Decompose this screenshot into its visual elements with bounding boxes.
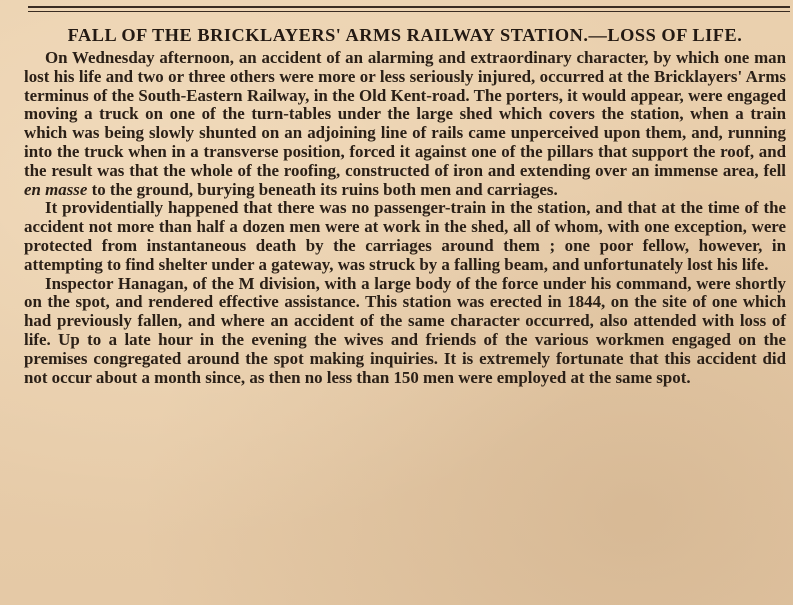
article-headline: FALL OF THE BRICKLAYERS' ARMS RAILWAY STATION.—LOSS OF LIFE. <box>67 25 743 45</box>
top-rule-thick <box>28 6 790 8</box>
paragraph-1-text: On Wednesday afternoon, an accident of an alarming and extraordinary character, by which one man lost his life and two or three others were more or less seriously injured, occurred at the Bricklayers' Arms terminus of the South-Eastern Railway, in the Old Kent-road. The porters, it would appear, were engaged moving a truck on one of the turn-tables under the large shed which covers the station, when a train which was being slowly shunted on an adjoining line of rails came unperceived upon them, and, running into the truck when in a transverse position, forced it against one of the pillars that support the roof, and the result was that the whole of the roofing, constructed of iron and extending over an immense area, fell <box>24 48 786 180</box>
paragraph-1-emphasis: en masse <box>24 179 88 199</box>
article-paragraph-1 <box>24 49 786 199</box>
article-paragraph-2: It providentially happened that there was no passenger-train in the station, and that at the time of the accident not more than half a dozen men were at work in the shed, all of whom, with one exception, were protected from instantaneous death by the carriages around them ; one poor fellow, however, in attempting to find shelter under a gateway, was struck by a falling beam, and unfortunately lost his life. <box>24 198 786 274</box>
top-rule-thin <box>28 11 790 12</box>
news-article <box>24 24 786 387</box>
article-paragraph-3: Inspector Hanagan, of the M division, with a large body of the force under his command, were shortly on the spot, and rendered effective assistance. This station was erected in 1844, on the site of one which had previously fallen, and where an accident of the same character occurred, also attended with loss of life. Up to a late hour in the evening the wives and friends of the various workmen engaged on the premises congregated around the spot making inquiries. It is extremely fortunate that this accident did not occur about a month since, as then no less than 150 men were employed at the same spot. <box>24 273 786 387</box>
paragraph-1-text-end: to the ground, burying beneath its ruins both men and carriages. <box>87 179 558 199</box>
